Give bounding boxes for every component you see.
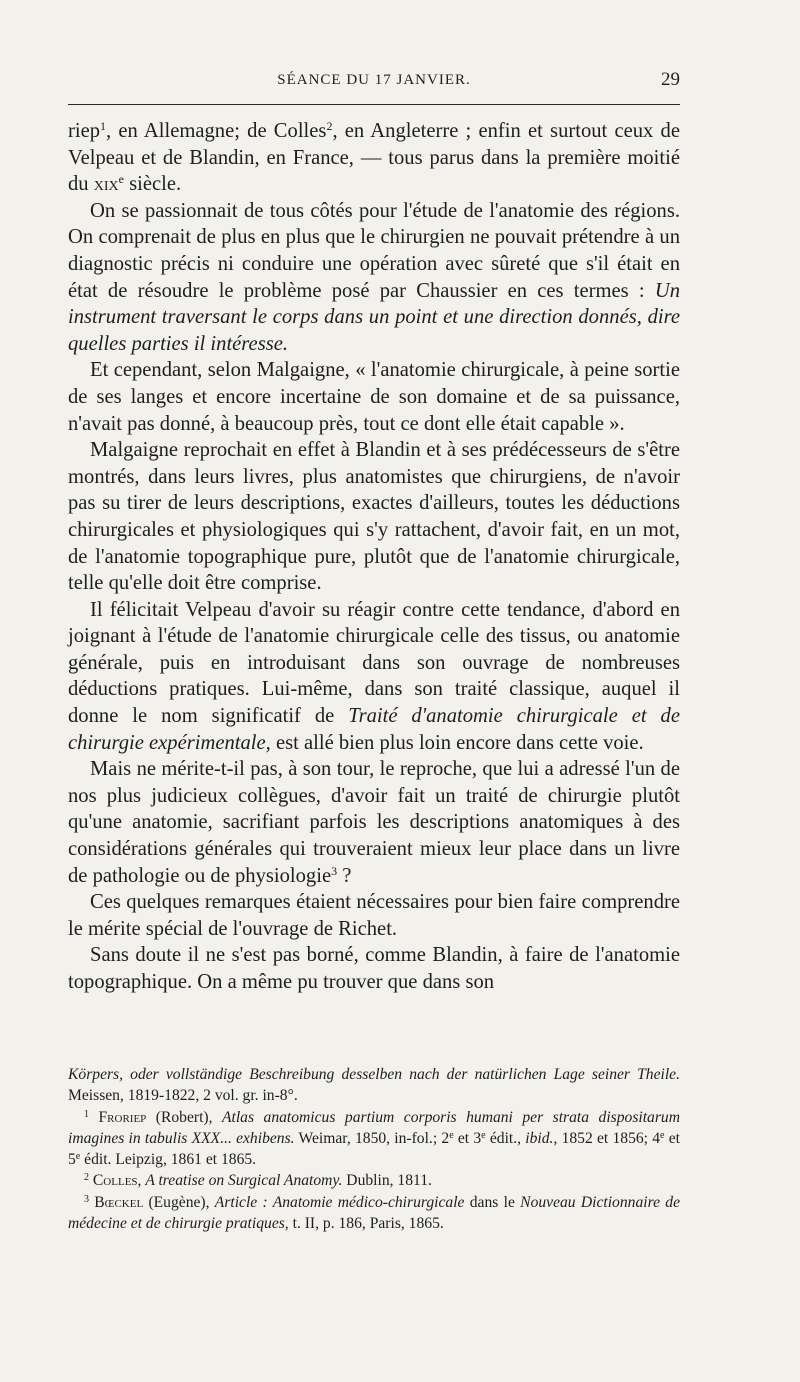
text-span: est allé bien plus loin encore dans cette voie. [270, 731, 644, 754]
text-span: riep [68, 120, 101, 142]
footnotes [68, 1064, 680, 1234]
text-span: ? [337, 864, 352, 887]
footnote-ref-1: 1 [100, 119, 107, 133]
text-span: , en Angleterre ; enfin et surtout ceux de Velpeau et de Blandin, en France, — tous parus dans la première moitié du [68, 120, 680, 196]
text-span: édit. Leipzig, 1861 et 1865. [80, 1151, 257, 1169]
text-span: dans le [464, 1193, 521, 1211]
text-span: , [137, 1172, 146, 1190]
ordinal-suffix: e [481, 1129, 486, 1141]
text-span: t. II, p. 186, Paris, 1865. [288, 1215, 444, 1233]
paragraph-3: Et cependant, selon Malgaigne, « l'anatomie chirurgicale, à peine sortie de ses langes et encore incertaine de son domaine et de sa puissance, n'avait pas donné, à beaucoup près, tout ce dont elle était capable ». [68, 359, 680, 435]
text-span: (Robert), [146, 1108, 222, 1126]
text-span: On se passionnait de tous côtés pour l'étude de l'anatomie des régions. On comprenait de plus en plus que le chirurgien ne pouvait prétendre à un diagnostic précis ni conduire une opération avec sûreté que s'il était en état de résoudre le problème posé par Chaussier en ces termes : [68, 199, 680, 302]
running-head: SÉANCE DU 17 JANVIER. [277, 72, 471, 88]
ordinal-suffix: e [449, 1129, 454, 1141]
footnote-author: Bœckel [94, 1193, 144, 1211]
paragraph-2 [68, 198, 680, 358]
text-span: Weimar, 1850, in-fol.; 2 [294, 1129, 450, 1147]
century-numeral: xix [93, 173, 119, 196]
footnote-marker: 3 [84, 1193, 89, 1205]
footnote-2 [68, 1170, 680, 1191]
ordinal-suffix: e [118, 172, 124, 187]
text-span: , 1852 et 1856; 4 [553, 1129, 661, 1147]
paragraph-7: Ces quelques remarques étaient nécessaires pour bien faire comprendre le mérite spécial de l'ouvrage de Richet. [68, 891, 680, 940]
text-span: et 3 [453, 1129, 482, 1147]
chaussier-quote: Un instrument traversant le corps dans un point et une direction donnés, dire quelles parties il intéresse. [68, 279, 680, 355]
text-span: et 5 [68, 1129, 680, 1169]
footnote-title: A treatise on Surgical Anatomy. [145, 1172, 343, 1190]
text-span: Meissen, 1819-1822, 2 vol. gr. in-8°. [68, 1087, 298, 1105]
book-title: Traité d'anatomie chirurgicale et de chirurgie expérimentale, [68, 705, 680, 754]
footnote-title: Article : Anatomie médico-chirurgicale [214, 1193, 465, 1211]
ordinal-suffix: e [660, 1129, 665, 1141]
page-header [68, 69, 680, 102]
text-span: (Eugène), [143, 1193, 215, 1211]
header-rule [68, 104, 680, 105]
ordinal-suffix: e [75, 1151, 81, 1163]
footnote-author: Colles [92, 1172, 138, 1190]
paragraph-8: Sans doute il ne s'est pas borné, comme Blandin, à faire de l'anatomie topographique. On a même pu trouver que dans son [68, 944, 680, 993]
page-number: 29 [661, 69, 680, 90]
footnote-ref-3: 3 [331, 863, 338, 878]
footnote-author: Froriep [98, 1108, 147, 1126]
ibid: ibid. [525, 1129, 554, 1147]
text-span: siècle. [123, 173, 182, 196]
paragraph-5 [68, 597, 680, 757]
paragraph-4: Malgaigne reprochait en effet à Blandin et à ses prédécesseurs de s'être montrés, dans leurs livres, plus anatomistes que chirurgiens, de n'avoir pas su tirer de leurs descriptions, exactes d'ailleurs, toutes les déductions chirurgicales et physiologiques qui s'y rattachent, d'avoir fait, en un mot, de l'anatomie topographique pure, plutôt que de l'anatomie chirurgicale, telle qu'elle doit être comprise. [68, 439, 680, 595]
paragraph-6 [68, 756, 680, 889]
footnote-continuation [68, 1064, 680, 1107]
footnote-marker: 2 [84, 1172, 89, 1184]
footnote-1 [68, 1107, 680, 1171]
footnote-title: Atlas anatomicus partium corporis humani per strata dispositarum imagines in tabulis XXX... exhibens. [68, 1108, 680, 1147]
text-span: Il félicitait Velpeau d'avoir su réagir contre cette tendance, d'abord en joignant à l'étude de l'anatomie chirurgicale celle des tissus, ou anatomie générale, puis en introduisant dans son ouvrage de nombreuses déductions pratiques. Lui-même, dans son traité classique, auquel il donne le nom significatif de [68, 598, 680, 728]
text-span: édit., [485, 1129, 526, 1147]
paragraph-1 [68, 118, 680, 198]
text-span: Mais ne mérite-t-il pas, à son tour, le reproche, que lui a adressé l'un de nos plus judicieux collègues, d'avoir fait un traité de chirurgie plutôt qu'une anatomie, sacrifiant parfois les descriptions anatomiques à des considérations générales qui trouveraient mieux leur place dans un livre de pathologie ou de physiologie [68, 758, 680, 887]
text-span: , en Allemagne; de Colles [106, 120, 327, 142]
footnote-ref-2: 2 [326, 119, 333, 133]
footnote-marker: 1 [84, 1108, 89, 1120]
footnote-3 [68, 1192, 680, 1235]
footnote-title: Körpers, oder vollständige Beschreibung desselben nach der natürlichen Lage seiner Theile. [68, 1066, 680, 1083]
footnote-title: Nouveau Dictionnaire de médecine et de chirurgie pratiques, [68, 1193, 680, 1233]
main-text [68, 118, 680, 996]
text-span: Dublin, 1811. [342, 1172, 432, 1190]
